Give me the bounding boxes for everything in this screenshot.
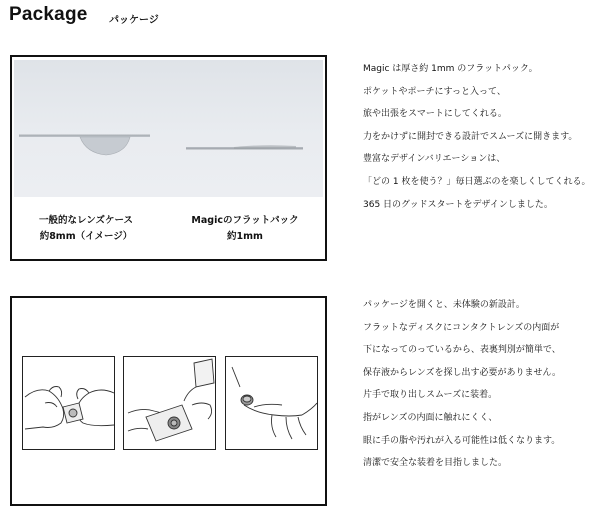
hands-opening-icon [23,357,115,450]
caption-flat-pack-size: 約1mm [227,231,263,242]
comparison-photo [14,60,323,197]
peel-package-icon [124,357,216,450]
description-line: Magic は厚さ約 1mm のフラットパック。 [363,64,538,74]
lens-case-bowl [80,137,130,155]
caption-flat-pack [180,213,310,245]
description-line: ポケットやポーチにすっと入って、 [363,86,506,97]
caption-lens-case [26,213,146,245]
description-line: 旅や出張をスマートにしてくれる。 [363,109,507,120]
page-subtitle: パッケージ [109,15,159,26]
caption-lens-case-size: 約8mm（イメージ） [39,231,133,242]
description-line: 下になってのっているから、表裏判別が簡単で、 [363,345,561,356]
finger-lens-icon [226,357,318,450]
description-new-design [363,294,561,475]
description-line: 「どの 1 枚を使う？」毎日選ぶのを楽しくしてくれる。 [363,176,591,187]
page-title: Package [9,4,88,25]
caption-flat-pack-title: Magicのフラットパック [191,215,299,226]
step-panel-lens [225,356,318,450]
description-flat-pack [363,58,590,216]
description-line: 指がレンズの内面に触れにくく、 [363,412,498,423]
comparison-illustration [14,60,323,197]
description-line: フラットなディスクにコンタクトレンズの内面が [363,322,560,333]
description-line: 片手で取り出しスムーズに装着。 [363,390,498,401]
comparison-frame [10,55,327,261]
caption-lens-case-title: 一般的なレンズケース [38,215,133,226]
description-line: 清潔で安全な装着を目指しました。 [363,458,508,469]
description-line: 保存液からレンズを探し出す必要がありません。 [363,367,562,378]
description-line: パッケージを開くと、未体験の新設計。 [363,300,525,310]
description-line: 豊富なデザインバリエーションは、 [363,154,506,165]
step-panel-peel [123,356,216,450]
opening-steps-frame [10,296,327,506]
step-panel-open [22,356,115,450]
description-line: 眼に手の脂や汚れが入る可能性は低くなります。 [363,435,561,446]
description-line: 365 日のグッドスタートをデザインしました。 [363,199,553,210]
description-line: 力をかけずに開封できる設計でスムーズに開きます。 [363,131,578,142]
